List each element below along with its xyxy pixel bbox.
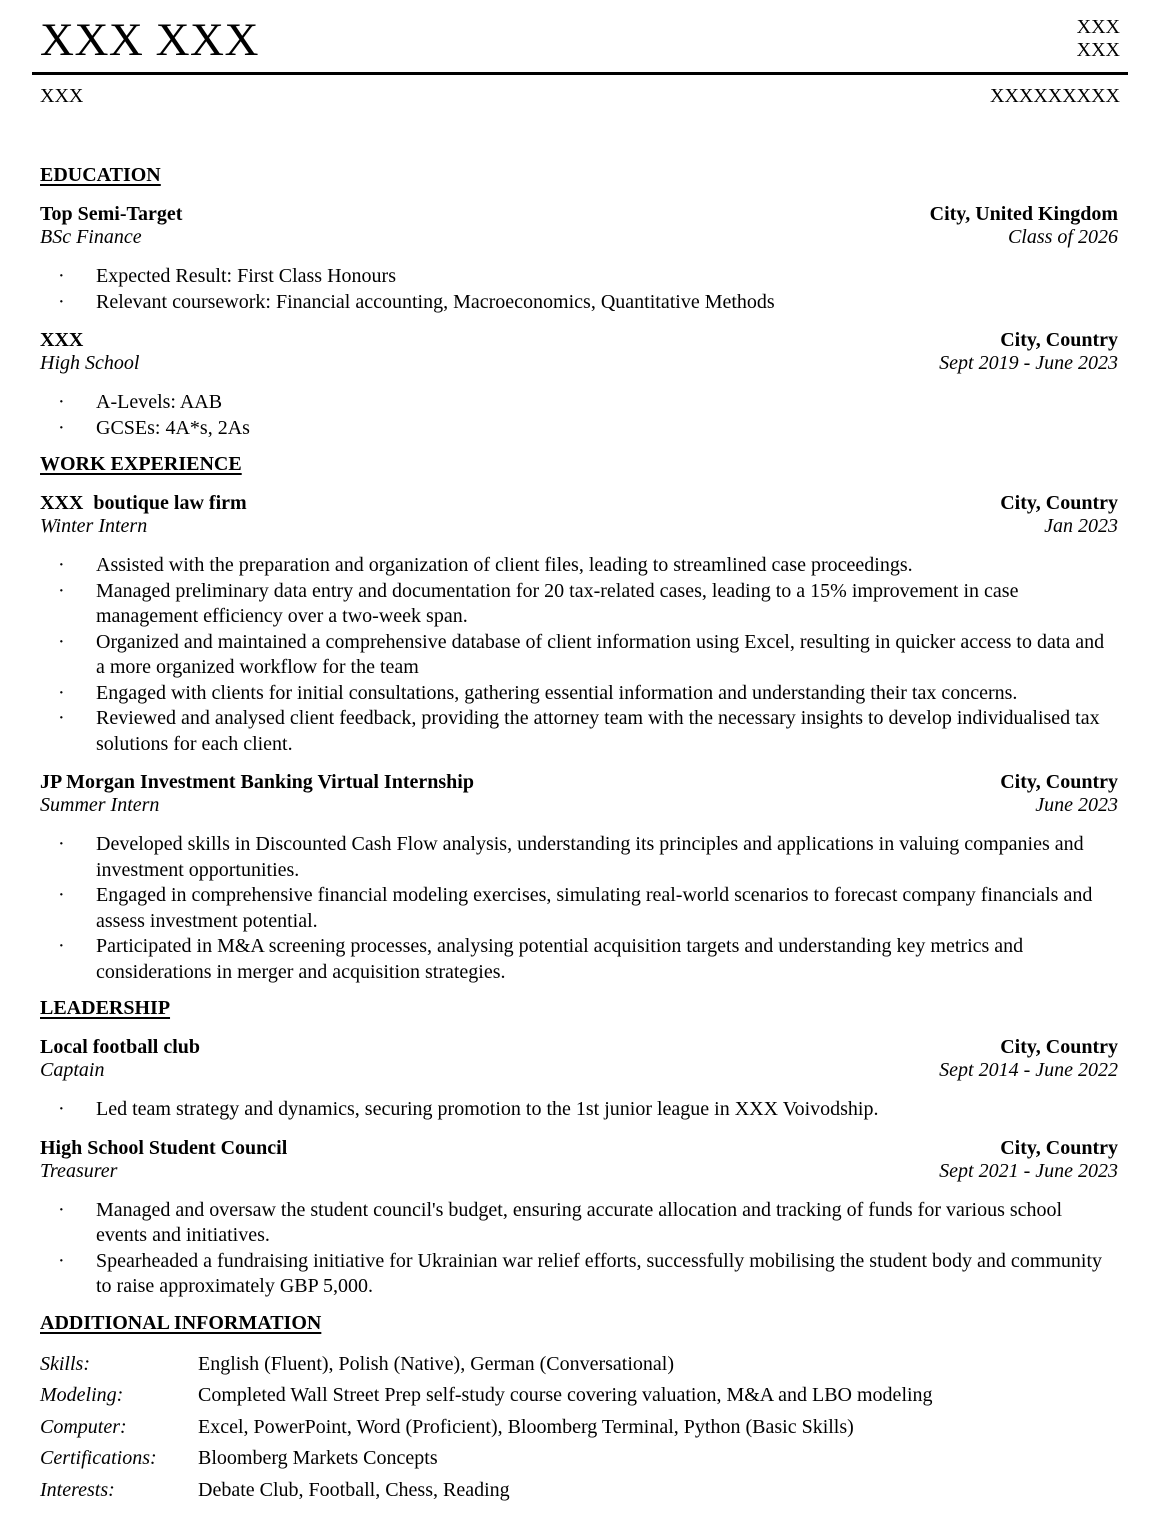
entry-dates: Class of 2026 xyxy=(1007,226,1118,248)
bullet-list xyxy=(40,553,1118,757)
entry-location: City, Country xyxy=(1000,1136,1118,1159)
section-leadership xyxy=(40,996,1118,1300)
bullet-icon: · xyxy=(58,681,65,704)
bullet-icon: · xyxy=(58,391,65,413)
bullet-icon: · xyxy=(58,707,65,729)
entry-role: Treasurer xyxy=(40,1159,118,1182)
additional-info-row xyxy=(40,1443,1118,1475)
info-value: Bloomberg Markets Concepts xyxy=(198,1447,438,1469)
contact-line: XXX xyxy=(1076,39,1120,61)
bullet-list xyxy=(40,1097,1118,1123)
bullet-icon: · xyxy=(58,265,65,287)
bullet-list xyxy=(40,264,1118,315)
bullet-icon: · xyxy=(58,884,65,906)
bullet-icon: · xyxy=(58,630,65,653)
contact-line: XXX xyxy=(1076,16,1120,38)
entry-role: Winter Intern xyxy=(40,515,148,537)
entry-location: City, Country xyxy=(1000,1036,1118,1058)
bullet-icon: · xyxy=(58,416,65,439)
bullet-list xyxy=(40,832,1118,985)
entry-dates: Jan 2023 xyxy=(1044,515,1118,537)
entry-dates: Sept 2021 - June 2023 xyxy=(939,1159,1118,1182)
entry-location: City, United Kingdom xyxy=(929,203,1118,225)
bullet-text: Developed skills in Discounted Cash Flow analysis, understanding its principles and applications in valuing companies and investment opportunities. xyxy=(96,833,1084,881)
info-label: Computer: xyxy=(40,1415,127,1438)
bullet-text: Managed preliminary data entry and documentation for 20 tax-related cases, leading to a 15% improvement in case management efficiency over a two-week span. xyxy=(96,579,1019,627)
entry-dates: Sept 2014 - June 2022 xyxy=(939,1059,1118,1081)
bullet-icon: · xyxy=(58,1198,65,1221)
bullet-item xyxy=(40,1097,1118,1123)
info-label: Modeling: xyxy=(40,1384,124,1406)
bullet-text: Relevant coursework: Financial accounting, Macroeconomics, Quantitative Methods xyxy=(96,290,775,313)
bullet-item xyxy=(40,681,1118,707)
entry-organization: Top Semi-Target xyxy=(40,203,183,225)
entry-organization: XXX xyxy=(40,329,84,351)
info-value: Excel, PowerPoint, Word (Proficient), Bloomberg Terminal, Python (Basic Skills) xyxy=(198,1415,854,1438)
bullet-text: Spearheaded a fundraising initiative for Ukrainian war relief efforts, successfully mobilising the student body and community to raise approximately GBP 5,000. xyxy=(96,1249,1103,1297)
header-divider xyxy=(32,72,1128,75)
section-title: ADDITIONAL INFORMATION xyxy=(40,1311,322,1334)
bullet-text: Expected Result: First Class Honours xyxy=(96,265,396,287)
entry-organization: JP Morgan Investment Banking Virtual Internship xyxy=(40,771,474,793)
leadership-entry xyxy=(40,1137,1118,1300)
bullet-item xyxy=(40,883,1118,934)
entry-location: City, Country xyxy=(1000,771,1118,793)
bullet-icon: · xyxy=(58,1249,65,1272)
additional-info-row xyxy=(40,1380,1118,1412)
entry-organization: XXX boutique law firm xyxy=(40,492,247,514)
bullet-text: Engaged in comprehensive financial modeling exercises, simulating real-world scenarios to forecast company financials and assess investment potential. xyxy=(96,884,1093,932)
section-work-experience xyxy=(40,452,1118,985)
bullet-text: Assisted with the preparation and organization of client files, leading to streamlined case proceedings. xyxy=(96,554,913,576)
bullet-item xyxy=(40,416,1118,442)
section-title: EDUCATION xyxy=(40,164,161,186)
bullet-icon: · xyxy=(58,1098,65,1120)
bullet-text: Engaged with clients for initial consultations, gathering essential information and understanding their tax concerns. xyxy=(96,681,1018,704)
bullet-text: GCSEs: 4A*s, 2As xyxy=(96,416,250,439)
work-entry xyxy=(40,492,1118,757)
bullet-text: Reviewed and analysed client feedback, providing the attorney team with the necessary insights to develop individualised tax solutions for each client. xyxy=(96,707,1100,755)
bullet-item xyxy=(40,630,1118,681)
entry-dates: June 2023 xyxy=(1035,794,1118,816)
bullet-icon: · xyxy=(58,290,65,313)
additional-info-table xyxy=(40,1349,1118,1507)
entry-organization: High School Student Council xyxy=(40,1136,288,1159)
leadership-entry xyxy=(40,1036,1118,1123)
entry-role: BSc Finance xyxy=(40,226,142,248)
info-label: Interests: xyxy=(40,1478,115,1501)
entry-dates: Sept 2019 - June 2023 xyxy=(939,352,1118,374)
bullet-text: Led team strategy and dynamics, securing promotion to the 1st junior league in XXX Voivodship. xyxy=(96,1098,879,1120)
candidate-name: XXX XXX xyxy=(40,14,259,66)
entry-role: Summer Intern xyxy=(40,794,160,816)
bullet-item xyxy=(40,553,1118,579)
bullet-item xyxy=(40,1198,1118,1249)
section-title: WORK EXPERIENCE xyxy=(40,453,242,475)
info-label: Skills: xyxy=(40,1352,90,1375)
bullet-list xyxy=(40,390,1118,441)
bullet-text: Organized and maintained a comprehensive database of client information using Excel, resulting in quicker access to data and a more organized workflow for the team xyxy=(96,630,1105,678)
info-value: Debate Club, Football, Chess, Reading xyxy=(198,1478,510,1501)
entry-role: Captain xyxy=(40,1059,105,1081)
bullet-item xyxy=(40,1249,1118,1300)
entry-location: City, Country xyxy=(1000,329,1118,351)
entry-location: City, Country xyxy=(1000,492,1118,514)
info-value: English (Fluent), Polish (Native), German (Conversational) xyxy=(198,1352,675,1375)
bullet-item xyxy=(40,290,1118,316)
additional-info-row xyxy=(40,1412,1118,1444)
work-entry xyxy=(40,771,1118,985)
bullet-icon: · xyxy=(58,833,65,855)
bullet-item xyxy=(40,706,1118,757)
bullet-icon: · xyxy=(58,579,65,602)
section-education xyxy=(40,163,1118,441)
bullet-item xyxy=(40,934,1118,985)
bullet-item xyxy=(40,390,1118,416)
additional-info-row xyxy=(40,1475,1118,1507)
additional-info-row xyxy=(40,1349,1118,1381)
section-additional-information xyxy=(40,1311,1118,1507)
bullet-text: A-Levels: AAB xyxy=(96,391,223,413)
bullet-icon: · xyxy=(58,935,65,957)
header-subline-left: XXX xyxy=(40,85,84,107)
bullet-text: Managed and oversaw the student council's budget, ensuring accurate allocation and tracking of funds for various school events and initiatives. xyxy=(96,1198,1063,1246)
entry-role: High School xyxy=(40,352,140,374)
bullet-icon: · xyxy=(58,554,65,576)
bullet-item xyxy=(40,264,1118,290)
resume-body xyxy=(40,163,1118,1517)
bullet-list xyxy=(40,1198,1118,1300)
section-title: LEADERSHIP xyxy=(40,997,171,1019)
info-value: Completed Wall Street Prep self-study course covering valuation, M&A and LBO modeling xyxy=(198,1384,933,1406)
info-label: Certifications: xyxy=(40,1447,157,1469)
contact-info xyxy=(1077,16,1120,62)
header-subline-right: XXXXXXXXX xyxy=(990,85,1120,107)
education-entry xyxy=(40,329,1118,441)
bullet-item xyxy=(40,832,1118,883)
bullet-item xyxy=(40,579,1118,630)
education-entry xyxy=(40,203,1118,315)
entry-organization: Local football club xyxy=(40,1036,201,1058)
bullet-text: Participated in M&A screening processes, analysing potential acquisition targets and understanding key metrics and considerations in merger and acquisition strategies. xyxy=(96,935,1024,983)
